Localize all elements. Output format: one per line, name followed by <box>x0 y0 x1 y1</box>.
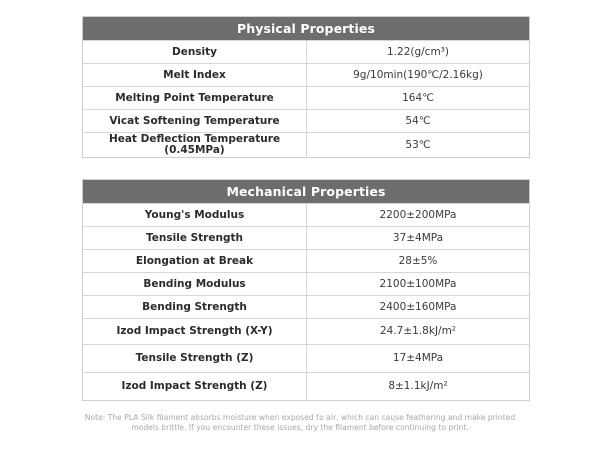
table-row <box>83 295 529 318</box>
table-row <box>83 372 529 400</box>
property-value: 8±1.1kJ/m² <box>388 380 448 392</box>
table-row <box>83 249 529 272</box>
physical-properties-table <box>82 16 530 158</box>
mechanical-properties-title: Mechanical Properties <box>83 180 529 203</box>
table-row <box>83 272 529 295</box>
property-label: Bending Modulus <box>83 273 307 295</box>
table-row <box>83 132 529 157</box>
property-value: 164℃ <box>402 91 434 104</box>
property-value: 2200±200MPa <box>379 208 457 221</box>
table-row <box>83 226 529 249</box>
table-row <box>83 86 529 109</box>
property-label: Vicat Softening Temperature <box>83 110 307 132</box>
physical-properties-title: Physical Properties <box>83 17 529 40</box>
table-row <box>83 40 529 63</box>
property-label: Tensile Strength <box>83 227 307 249</box>
property-value: 1.22(g/cm³) <box>387 45 449 58</box>
property-value: 9g/10min(190℃/2.16kg) <box>353 68 483 81</box>
property-label: Elongation at Break <box>83 250 307 272</box>
table-row <box>83 318 529 344</box>
property-label: Izod Impact Strength (Z) <box>83 373 307 400</box>
property-value: 17±4MPa <box>392 352 444 364</box>
table-row <box>83 344 529 372</box>
property-label: Tensile Strength (Z) <box>83 345 307 372</box>
table-row <box>83 109 529 132</box>
property-label: Melting Point Temperature <box>83 87 307 109</box>
table-row <box>83 63 529 86</box>
property-label: Melt Index <box>83 64 307 86</box>
property-value: 24.7±1.8kJ/m² <box>379 325 457 337</box>
table-row <box>83 203 529 226</box>
property-value: 2100±100MPa <box>379 277 457 290</box>
property-value: 2400±160MPa <box>379 300 457 313</box>
property-label: Izod Impact Strength (X-Y) <box>83 319 307 344</box>
property-label: Heat Deflection Temperature (0.45MPa) <box>83 133 307 157</box>
property-label: Young's Modulus <box>83 204 307 226</box>
property-value: 54℃ <box>405 114 431 127</box>
property-value: 37±4MPa <box>392 231 444 244</box>
moisture-note: Note: The PLA Silk filament absorbs moisture when exposed to air, which can cause feathering and make printed models brittle. If you encounter these issues, dry the filament before continuing to print. <box>84 413 516 432</box>
property-value: 28±5% <box>398 254 438 267</box>
property-value: 53℃ <box>405 138 431 151</box>
property-label: Density <box>83 41 307 63</box>
property-label: Bending Strength <box>83 296 307 318</box>
mechanical-properties-table <box>82 179 530 401</box>
